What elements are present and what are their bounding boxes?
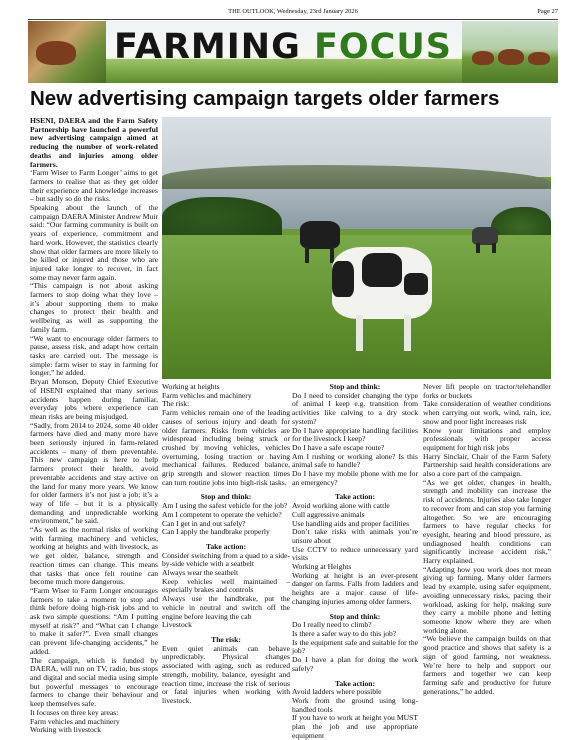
- article-column-2: [162, 383, 290, 723]
- column-2-body: [162, 383, 290, 706]
- photo-cow-near: [332, 247, 442, 357]
- paragraph: Even quiet animals can behave unpredictably. Physical changes associated with aging, such as reduced strength, mobility, balance, eyesight and reaction time, increase the risk of serious or fatal injuries when working with livestock.: [162, 643, 290, 705]
- paper-dateline: THE OUTLOOK, Wednesday, 23rd January 2026: [228, 8, 358, 15]
- subheading: Take action:: [334, 492, 375, 502]
- paragraph: Do I have appropriate handling facilities for the livestock I keep?: [292, 425, 418, 444]
- paragraph: Harry Sinclair, Chair of the Farm Safety Partnership said health considerations are also a core part of the campaign.: [423, 451, 551, 479]
- paragraph: Working at height is an ever-present danger on farms. Falls from ladders and heights are a major cause of life-changing injuries among older farmers.: [292, 570, 418, 606]
- column-1-paragraph: “We want to encourage older farmers to pause, assess risk, and adapt how certain tasks are carried out. The message is simple: farm wiser to stay in farming for longer,” he added.: [30, 333, 158, 378]
- paragraph: “We believe the campaign builds on that good practice and shows that safety is a sign of good farming, not weakness. We’re here to help and support our farmers and together we can keep farming safe and productive for future generations,” he added.: [423, 634, 551, 696]
- header-rule: [28, 19, 558, 20]
- page-number: Page 27: [537, 8, 558, 15]
- paragraph: Work from the ground using long-handled tools: [292, 695, 418, 714]
- page-header: [28, 6, 558, 18]
- paragraph: Livestock: [162, 620, 192, 630]
- paragraph: Consider switching from a quad to a side-by-side vehicle with a seatbelt: [162, 550, 290, 569]
- article-photo-cows: [162, 117, 551, 379]
- subheading: The risk:: [211, 634, 241, 644]
- photo-cow-right: [472, 227, 502, 257]
- subheading: Stop and think:: [329, 382, 381, 391]
- paragraph: “Adapting how you work does not mean giving up farming. Many older farmers lead by example, using safer equipment, avoiding unnecessary risks, pacing their workload, asking for help, making sure they carry a mobile phone and letting someone know where they are when working alone.: [423, 564, 551, 635]
- paragraph: Do I really need to climb?: [292, 620, 372, 630]
- paragraph: If you have to work at height you MUST plan the job and use appropriate equipment: [292, 713, 418, 740]
- paragraph: Take consideration of weather conditions when carrying out work, wind, rain, ice, snow and poor light increases risk: [423, 399, 551, 426]
- subheading: Take action:: [205, 541, 246, 551]
- section-banner: [28, 21, 558, 83]
- paragraph: Working at Heights: [292, 562, 352, 572]
- section-title-focus: FOCUS: [314, 27, 452, 67]
- banner-photo-left: [28, 21, 106, 83]
- column-1-paragraph: “Sadly, from 2014 to 2024, some 40 older farmers have died and many more have been seriously injured in farm-related accidents – many of them preventable. This new campaign is here to help farmers protect their health, avoid preventable accidents and stay active on the land for many more years. We know for older farmers it’s not just a job; it’s a way of life – but it is a physically demanding and unpredictable working environment,” he said.: [30, 420, 158, 526]
- paragraph: Avoid ladders where possible: [292, 687, 382, 697]
- paragraph: Avoid working alone with cattle: [292, 501, 390, 511]
- paragraph: Do I have my mobile phone with me for an emergency?: [292, 469, 418, 487]
- column-4-body: [423, 383, 551, 696]
- column-1-body: [30, 169, 158, 735]
- column-3-body: [292, 383, 418, 740]
- paragraph: Am I rushing or working alone? Is this animal safe to handle?: [292, 451, 418, 470]
- paragraph: Is there a safer way to do this job?: [292, 628, 397, 638]
- paragraph: Is the equipment safe and suitable for the job?: [292, 637, 418, 656]
- paragraph: The risk:: [162, 399, 190, 409]
- column-1-paragraph: Farm vehicles and machinery: [30, 716, 120, 726]
- paragraph: “As we get older, changes in health, strength and mobility can increase the risk of accidents. Injuries also take longer to recover from and can stop you farming altogether. So we are encouraging farmers to have regular checks for eyesight, hearing and blood pressure, as undiagnosed health conditions can significantly increase accident risk,” Harry explained.: [423, 477, 551, 566]
- subheading: Stop and think:: [200, 492, 252, 502]
- paragraph: Can I apply the handbrake properly: [162, 527, 270, 537]
- paragraph: Don’t take risks with animals you’re unsure about: [292, 527, 418, 545]
- column-1-paragraph: “Farm Wiser to Farm Longer encourages farmers to take a moment to stop and think before doing high-risk jobs and to ask two simple questions: “Am I putting myself at risk?” and “What can I change to make it safer?”. Even small changes can prevent life-changing accidents,” he added.: [30, 585, 158, 656]
- banner-cow-2: [498, 49, 524, 65]
- paragraph: Use CCTV to reduce unnecessary yard visits: [292, 544, 418, 563]
- paragraph: Farm vehicles remain one of the leading causes of serious injury and death for older farmers. Risks from vehicles are widespread including being struck or crushed by moving vehicles, vehicles overturning, losing traction or having mechanical failures. Reduced balance, grip strength and slower reaction times can turn routine jobs into high-risk tasks.: [162, 408, 290, 487]
- column-1-paragraph: “This campaign is not about asking farmers to stop doing what they love – it’s about supporting them to make changes to protect their health and wellbeing as well as supporting the family farm.: [30, 281, 158, 334]
- article-column-3: [292, 382, 418, 740]
- column-1-paragraph: It focuses on three key areas:: [30, 707, 119, 717]
- paragraph: Do I have a safe escape route?: [292, 442, 385, 452]
- paragraph: Do I need to consider changing the type of animal I keep e.g. transition from activities like calving to a dry stock system?: [292, 390, 418, 426]
- paragraph: Am I competent to operate the vehicle?: [162, 509, 282, 519]
- banner-cow-1: [472, 51, 494, 65]
- paragraph: Working at heights: [162, 382, 220, 391]
- article-headline: New advertising campaign targets older farmers: [30, 87, 500, 110]
- subheading: Take action:: [334, 678, 375, 688]
- paragraph: Always use the handbrake, put the vehicle in neutral and switch off the engine before leaving the cab: [162, 594, 290, 621]
- paragraph: Keep vehicles well maintained – especially brakes and controls: [162, 576, 290, 595]
- section-title-farming: FARMING: [114, 27, 301, 67]
- banner-cow-3: [528, 52, 550, 65]
- paragraph: Can I get in and out safely?: [162, 518, 246, 528]
- paragraph: Know your limitations and employ professionals with proper access equipment for high risk jobs: [423, 425, 551, 452]
- article-intro: HSENI, DAERA and the Farm Safety Partnership have launched a powerful new advertising campaign aimed at reducing the number of work-related deaths and injuries among older farmers.: [30, 116, 158, 169]
- column-1-paragraph: Working with livestock: [30, 725, 102, 735]
- column-1-paragraph: ‘Farm Wiser to Farm Longer’ aims to get farmers to realise that as they get older their experience and knowledge increases – but sadly so do the risks.: [30, 168, 158, 204]
- column-1-paragraph: Speaking about the launch of the campaign DAERA Minister Andrew Muir said: “Our farming community is built on years of experience, commitment and hard work. However, the statistics clearly show that older farmers are more likely to be killed or injured and those who are injured take longer to recover, in fact some may never farm again.: [30, 203, 158, 282]
- paragraph: Am I using the safest vehicle for the job?: [162, 501, 288, 511]
- article-column-4: [423, 383, 551, 723]
- banner-photo-right: [462, 21, 558, 83]
- section-title: [114, 27, 454, 67]
- paragraph: Cull aggressive animals: [292, 509, 365, 519]
- paragraph: Farm vehicles and machinery: [162, 390, 252, 400]
- banner-cow-left: [36, 41, 76, 65]
- paragraph: Never lift people on tractor/telehandler forks or buckets: [423, 382, 551, 400]
- paragraph: Always wear the seatbelt: [162, 568, 239, 578]
- subheading: Stop and think:: [329, 611, 381, 621]
- column-1-paragraph: Bryan Monson, Deputy Chief Executive of HSENI explained that many serious accidents happen during familiar, everyday jobs where experience can mean risks are being misjudged.: [30, 377, 158, 421]
- paragraph: Use handling aids and proper facilities: [292, 518, 410, 528]
- paragraph: Do I have a plan for doing the work safely?: [292, 655, 418, 673]
- article-column-1: [30, 116, 158, 735]
- column-1-paragraph: The campaign, which is funded by DAERA, will run on TV, radio, bus stops and digital and social media using simple but powerful messages to encourage farmers to change their behaviour and keep themselves safe.: [30, 655, 158, 709]
- column-1-paragraph: “As well as the normal risks of working with farming machinery and vehicles, working at heights and with livestock, as we get older, balance, strength and reaction times can change. This means that tasks that once felt routine can become much more dangerous.: [30, 525, 158, 587]
